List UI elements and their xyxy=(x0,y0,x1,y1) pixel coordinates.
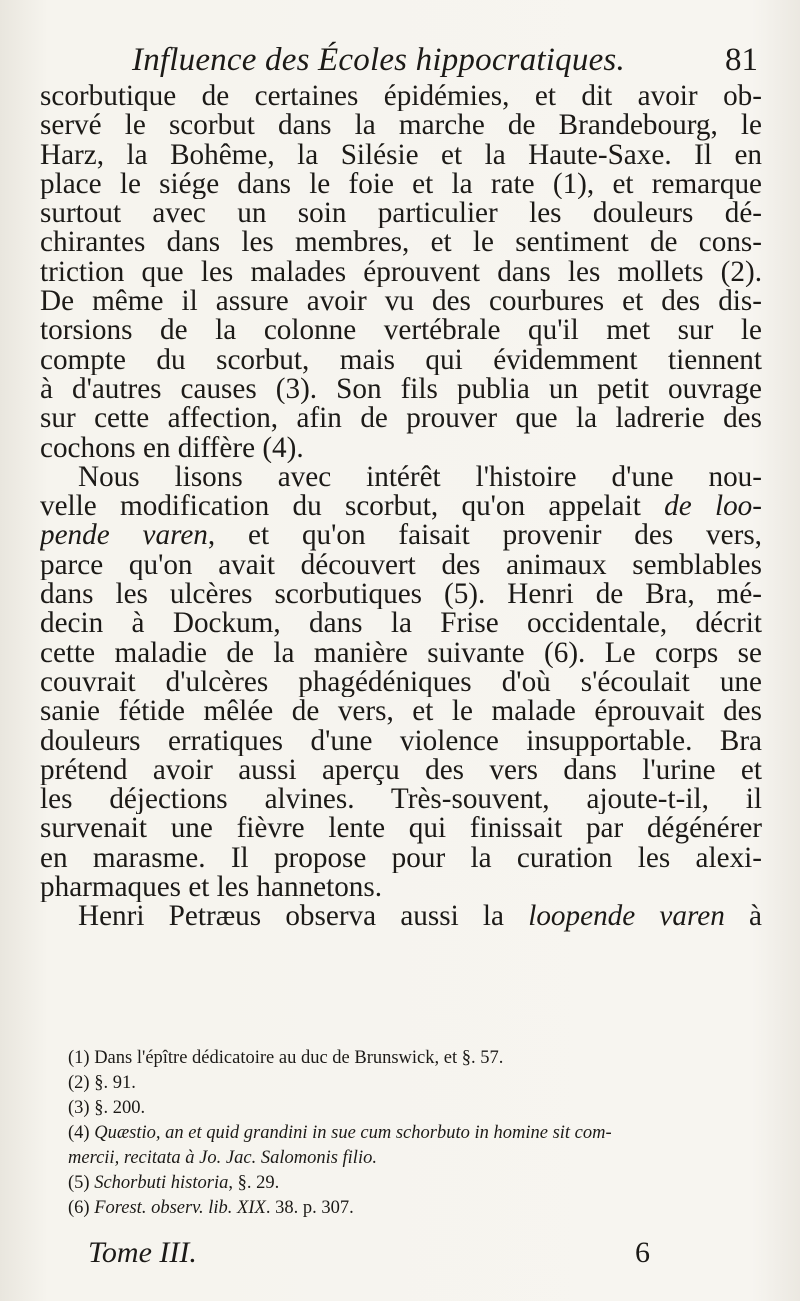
running-title: Influence des Écoles hippocratiques. xyxy=(132,42,625,78)
footnote-4-continued xyxy=(54,1146,760,1171)
page-footer xyxy=(88,1236,650,1276)
text-line: à d'autres causes (3). Son fils publia un petit ouvrage xyxy=(40,374,762,405)
text-line: servé le scorbut dans la marche de Brandebourg, le xyxy=(40,111,762,141)
text-line xyxy=(40,492,762,521)
text-line: surtout avec un soin particulier les douleurs dé- xyxy=(40,199,762,229)
footnote-title: Schorbuti historia xyxy=(94,1173,229,1193)
footnote-3: (3) §. 200. xyxy=(68,1098,146,1118)
text-line: parce qu'on avait découvert des animaux semblables xyxy=(40,550,762,581)
text-line: pharmaques et les hannetons. xyxy=(40,873,383,903)
text-line: Nous lisons avec intérêt l'histoire d'une nou- xyxy=(78,462,762,493)
text-line: compte du scorbut, mais qui évidemment tiennent xyxy=(40,345,762,375)
text-line: Harz, la Bohême, la Silésie et la Haute-Saxe. Il en xyxy=(40,140,762,170)
text-line: couvrait d'ulcères phagédéniques d'où s'écoulait une xyxy=(40,667,762,698)
text-line: decin à Dockum, dans la Frise occidentale, décrit xyxy=(40,609,762,639)
text-line: douleurs erratiques d'une violence insupportable. Bra xyxy=(40,726,762,756)
text-line: De même il assure avoir vu des courbures et des dis- xyxy=(40,287,762,317)
footnote-1: (1) Dans l'épître dédicatoire au duc de Brunswick, et §. 57. xyxy=(68,1048,504,1068)
text-line: chirantes dans les membres, et le sentiment de cons- xyxy=(40,228,762,258)
text-run: velle modification du scorbut, qu'on appelait xyxy=(40,492,665,522)
text-line: cochons en diffère (4). xyxy=(40,433,304,463)
text-line: triction que les malades éprouvent dans les mollets (2). xyxy=(40,257,762,288)
signature-mark: Tome III. xyxy=(88,1236,197,1269)
footnote-6 xyxy=(68,1196,760,1221)
footnote-number: (4) xyxy=(68,1123,95,1143)
text-line: place le siége dans le foie et la rate (1), et remarque xyxy=(40,169,762,200)
footnote-title: mercii, recitata à Jo. Jac. Salomonis filio. xyxy=(68,1148,377,1168)
text-run: à xyxy=(724,902,762,932)
footnote-5 xyxy=(68,1171,760,1196)
text-run: , et qu'on faisait provenir des vers, xyxy=(207,521,762,551)
text-line: en marasme. Il propose pour la curation les alexi- xyxy=(40,843,762,874)
text-run: Henri Petræus observa aussi la xyxy=(78,902,529,932)
text-line: sanie fétide mêlée de vers, et le malade éprouvait des xyxy=(40,697,762,727)
text-line: dans les ulcères scorbutiques (5). Henri de Bra, mé- xyxy=(40,580,762,610)
text-line: les déjections alvines. Très-souvent, ajoute-t-il, il xyxy=(40,785,762,815)
footnote-ref: , §. 29. xyxy=(228,1173,280,1193)
italic-term: loopende varen xyxy=(528,902,725,932)
footnote-title: Forest. observ. lib. XIX xyxy=(94,1198,266,1218)
footnote-2: (2) §. 91. xyxy=(68,1073,136,1093)
footnote-title: Quæstio, an et quid grandini in sue cum schorbuto in homine sit com- xyxy=(94,1123,612,1143)
footnote-number: (5) xyxy=(68,1173,95,1193)
footnote-ref: . 38. p. 307. xyxy=(265,1198,354,1218)
footnotes xyxy=(68,1046,760,1221)
page-number: 81 xyxy=(725,42,758,78)
text-line xyxy=(40,902,762,931)
footnote-4 xyxy=(68,1121,760,1146)
footnote-number: (6) xyxy=(68,1198,95,1218)
text-line: scorbutique de certaines épidémies, et dit avoir ob- xyxy=(40,82,762,112)
text-line: sur cette affection, afin de prouver que la ladrerie des xyxy=(40,404,762,434)
italic-term: de loo- xyxy=(664,492,762,522)
text-line: survenait une fièvre lente qui finissait par dégénérer xyxy=(40,814,762,844)
text-line xyxy=(40,521,762,550)
text-line: cette maladie de la manière suivante (6). Le corps se xyxy=(40,638,762,668)
body-text xyxy=(40,82,762,932)
sheet-number: 6 xyxy=(635,1236,650,1269)
italic-term: pende varen xyxy=(40,521,208,551)
text-line: torsions de la colonne vertébrale qu'il met sur le xyxy=(40,316,762,346)
text-line: prétend avoir aussi aperçu des vers dans l'urine et xyxy=(40,755,762,786)
